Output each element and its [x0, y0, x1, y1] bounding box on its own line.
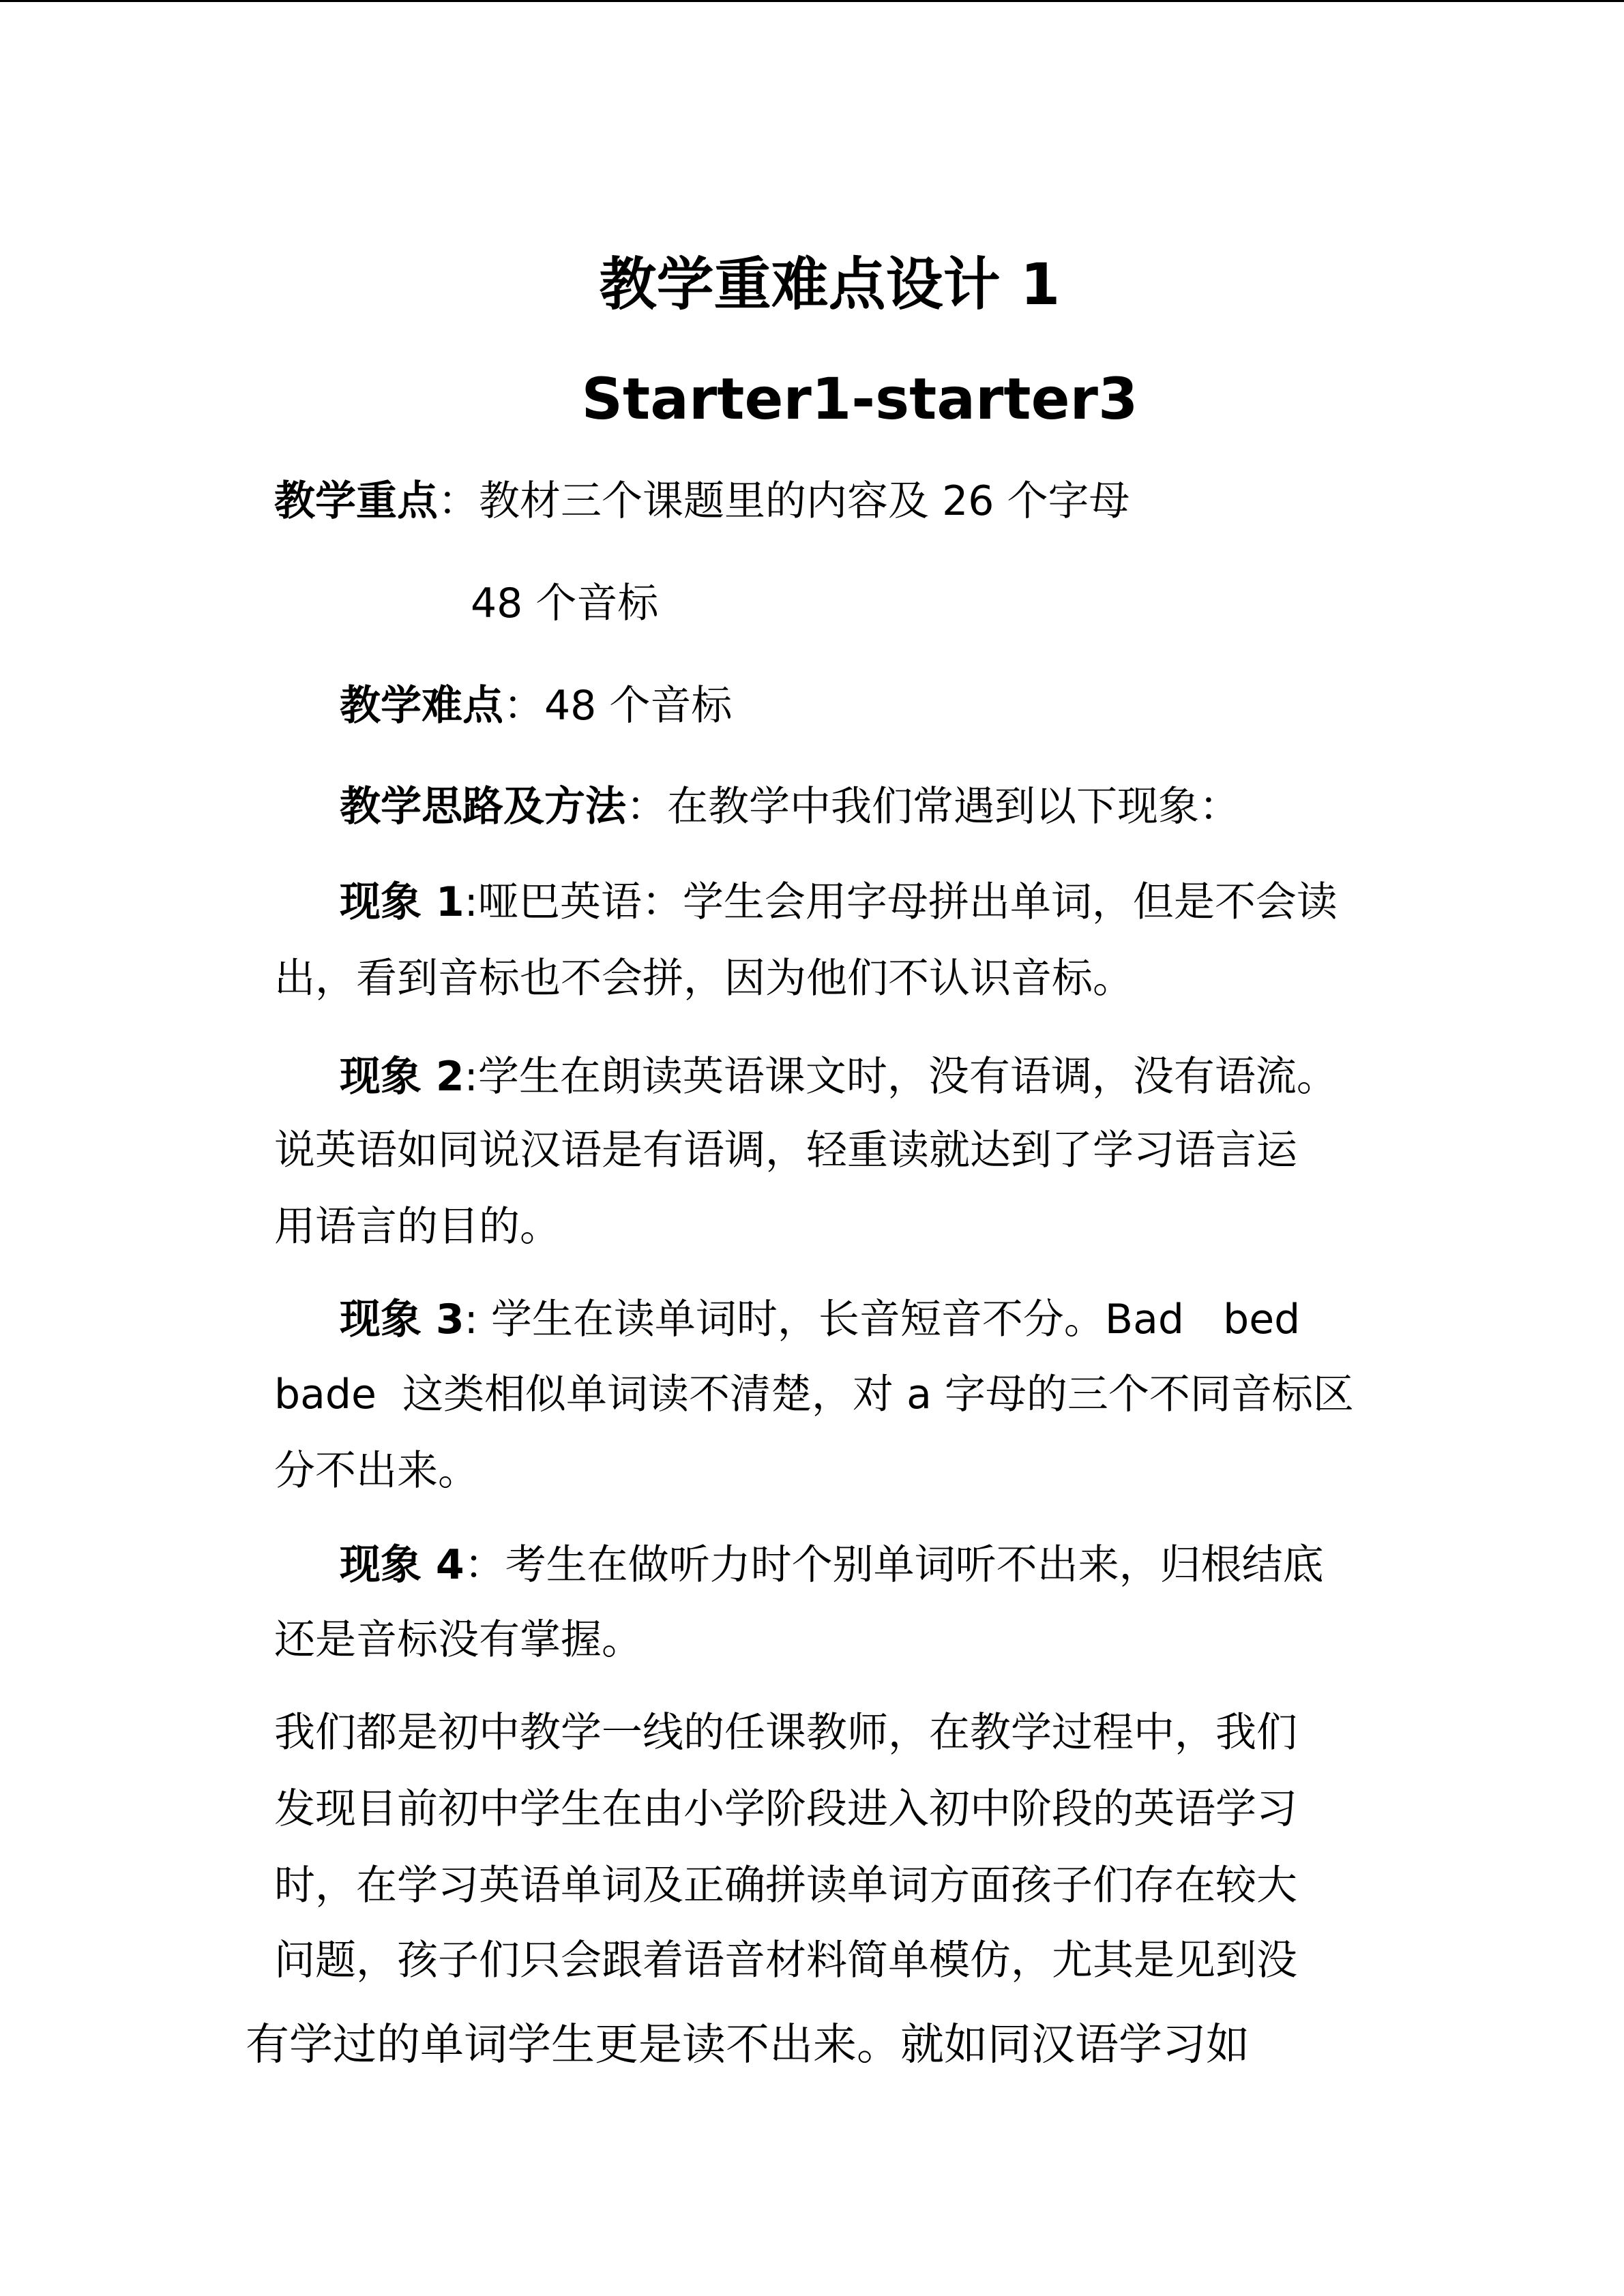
phenomenon2-label: 现象 2 [340, 1053, 464, 1101]
phenomenon3-line3: 分不出来。 [274, 1447, 479, 1495]
phenomenon3-text: : 学生在读单词时，长音短音不分。Bad bed [464, 1296, 1301, 1343]
phenomenon2-line1 [340, 1053, 1338, 1101]
difficulties-line [340, 682, 733, 730]
phenomenon1-label: 现象 1 [340, 878, 464, 926]
paragraph-line1: 我们都是初中教学一线的任课教师，在教学过程中，我们 [274, 1709, 1297, 1757]
document-subtitle: Starter1-starter3 [581, 366, 1138, 432]
key-points-text: ：教材三个课题里的内容及 26 个字母 [438, 477, 1130, 525]
phenomenon2-line2: 说英语如同说汉语是有语调，轻重读就达到了学习语言运 [274, 1127, 1297, 1174]
phenomenon4-line1 [340, 1541, 1324, 1589]
phenomenon4-label: 现象 4 [340, 1541, 464, 1589]
approach-text: ：在教学中我们常遇到以下现象： [626, 783, 1240, 831]
phenomenon3-line1 [340, 1296, 1301, 1343]
phenomenon2-text: :学生在朗读英语课文时，没有语调，没有语流。 [464, 1053, 1338, 1101]
key-points-continuation: 48 个音标 [471, 580, 659, 627]
document-title: 教学重难点设计 1 [599, 251, 1061, 318]
paragraph-line5: 有学过的单词学生更是读不出来。就如同汉语学习如 [246, 2020, 1250, 2070]
phenomenon4-line2: 还是音标没有掌握。 [274, 1616, 643, 1664]
approach-line [340, 783, 1240, 831]
phenomenon3-label: 现象 3 [340, 1296, 464, 1343]
phenomenon4-text: ：考生在做听力时个别单词听不出来，归根结底 [464, 1541, 1324, 1589]
paragraph-line4: 问题，孩子们只会跟着语音材料简单模仿，尤其是见到没 [274, 1937, 1297, 1984]
phenomenon3-line2: bade 这类相似单词读不清楚，对 a 字母的三个不同音标区 [274, 1371, 1354, 1418]
key-points-line [274, 477, 1130, 525]
phenomenon1-text: :哑巴英语：学生会用字母拼出单词，但是不会读 [464, 878, 1338, 926]
phenomenon2-line3: 用语言的目的。 [274, 1203, 561, 1251]
difficulties-text: ：48 个音标 [503, 682, 733, 730]
key-points-label: 教学重点 [274, 477, 438, 525]
approach-label: 教学思路及方法 [340, 783, 626, 831]
paragraph-line3: 时，在学习英语单词及正确拼读单词方面孩子们存在较大 [274, 1862, 1297, 1909]
phenomenon1-line2: 出，看到音标也不会拼，因为他们不认识音标。 [274, 955, 1134, 1002]
paragraph-line2: 发现目前初中学生在由小学阶段进入初中阶段的英语学习 [274, 1785, 1297, 1833]
difficulties-label: 教学难点 [340, 682, 503, 730]
phenomenon1-line1 [340, 878, 1338, 926]
